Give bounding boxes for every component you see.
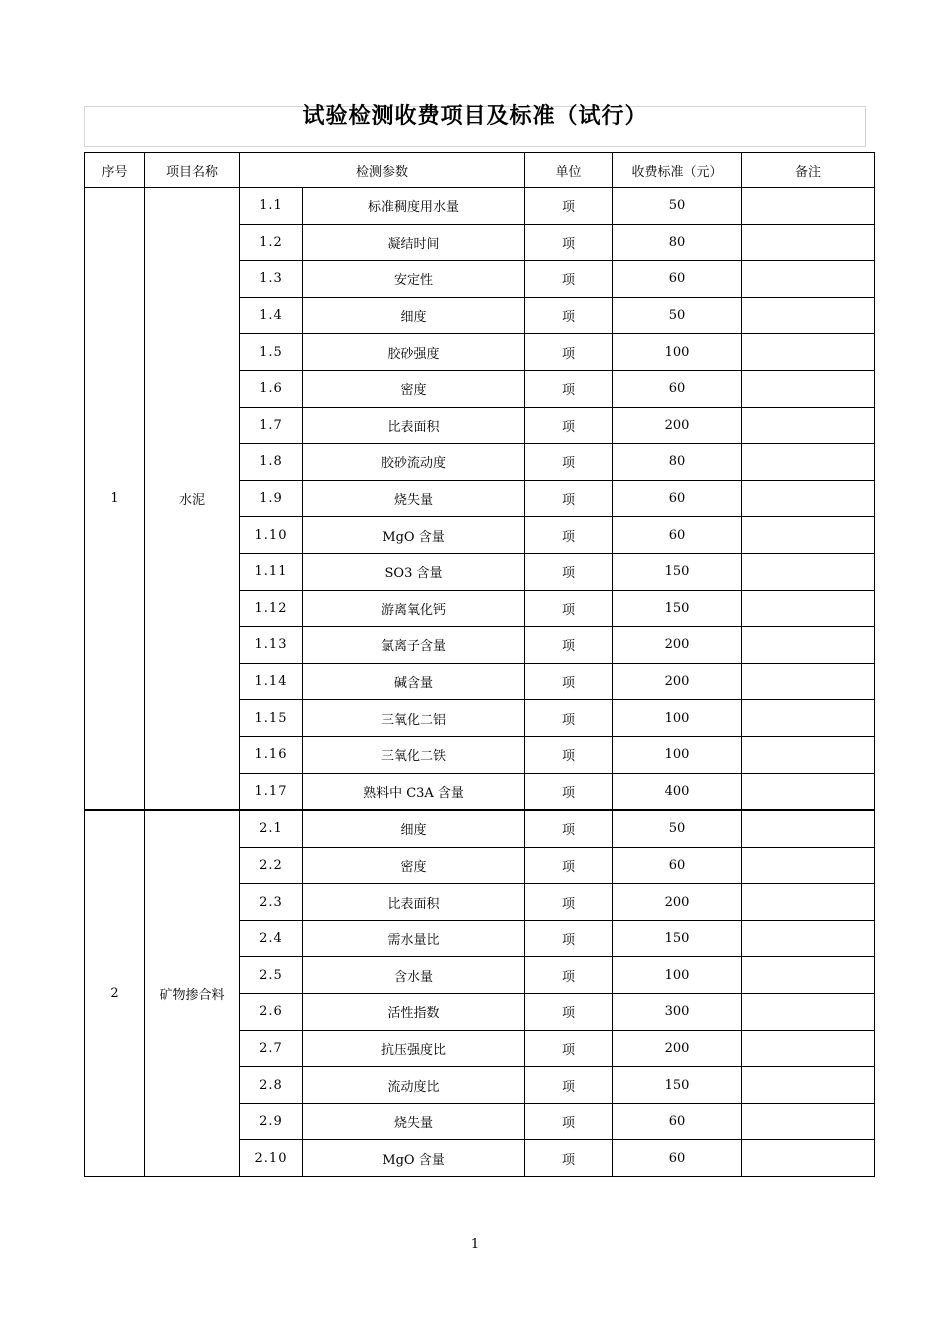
unit-cell: 项 [525, 188, 613, 225]
param-name: 游离氧化钙 [303, 590, 525, 627]
note-cell [742, 590, 875, 627]
param-code: 2.6 [240, 994, 303, 1031]
unit-cell: 项 [525, 773, 613, 810]
fee-cell: 150 [613, 920, 742, 957]
param-code: 2.4 [240, 920, 303, 957]
param-code: 1.5 [240, 334, 303, 371]
note-cell [742, 517, 875, 554]
unit-cell: 项 [525, 847, 613, 884]
table-row [85, 810, 875, 847]
param-name: 活性指数 [303, 994, 525, 1031]
param-code: 2.9 [240, 1103, 303, 1140]
note-cell [742, 847, 875, 884]
fee-cell: 60 [613, 261, 742, 298]
header-row [85, 153, 875, 188]
fee-cell: 50 [613, 188, 742, 225]
param-name: 比表面积 [303, 884, 525, 921]
unit-cell: 项 [525, 224, 613, 261]
note-cell [742, 994, 875, 1031]
param-name: 熟料中 C3A 含量 [303, 773, 525, 810]
note-cell [742, 1103, 875, 1140]
param-code: 1.4 [240, 297, 303, 334]
param-code: 1.8 [240, 444, 303, 481]
fee-cell: 50 [613, 297, 742, 334]
unit-cell: 项 [525, 480, 613, 517]
fee-cell: 150 [613, 553, 742, 590]
group-name: 矿物掺合料 [145, 810, 240, 1176]
fee-cell: 200 [613, 407, 742, 444]
unit-cell: 项 [525, 370, 613, 407]
note-cell [742, 736, 875, 773]
group-name: 水泥 [145, 188, 240, 811]
param-name: 氯离子含量 [303, 627, 525, 664]
param-name: 含水量 [303, 957, 525, 994]
fee-cell: 100 [613, 957, 742, 994]
note-cell [742, 334, 875, 371]
param-code: 1.10 [240, 517, 303, 554]
note-cell [742, 627, 875, 664]
param-name: 细度 [303, 297, 525, 334]
fee-cell: 200 [613, 884, 742, 921]
fee-cell: 80 [613, 224, 742, 261]
unit-cell: 项 [525, 994, 613, 1031]
param-name: 三氧化二铝 [303, 700, 525, 737]
header-unit: 单位 [525, 153, 613, 188]
fee-cell: 100 [613, 334, 742, 371]
fee-cell: 60 [613, 1103, 742, 1140]
unit-cell: 项 [525, 261, 613, 298]
param-name: 密度 [303, 370, 525, 407]
param-name: 凝结时间 [303, 224, 525, 261]
unit-cell: 项 [525, 663, 613, 700]
header-note: 备注 [742, 153, 875, 188]
unit-cell: 项 [525, 407, 613, 444]
param-code: 1.16 [240, 736, 303, 773]
param-code: 1.7 [240, 407, 303, 444]
note-cell [742, 297, 875, 334]
unit-cell: 项 [525, 297, 613, 334]
note-cell [742, 663, 875, 700]
note-cell [742, 370, 875, 407]
fee-cell: 200 [613, 627, 742, 664]
param-name: 密度 [303, 847, 525, 884]
table-body [85, 188, 875, 1177]
unit-cell: 项 [525, 957, 613, 994]
unit-cell: 项 [525, 1103, 613, 1140]
param-code: 2.8 [240, 1067, 303, 1104]
param-name: 流动度比 [303, 1067, 525, 1104]
fee-cell: 100 [613, 700, 742, 737]
param-name: 标准稠度用水量 [303, 188, 525, 225]
param-code: 1.6 [240, 370, 303, 407]
fee-cell: 50 [613, 810, 742, 847]
param-name: 胶砂流动度 [303, 444, 525, 481]
unit-cell: 项 [525, 884, 613, 921]
param-code: 1.3 [240, 261, 303, 298]
param-name: 烧失量 [303, 1103, 525, 1140]
page-title: 试验检测收费项目及标准（试行） [302, 104, 648, 129]
note-cell [742, 1067, 875, 1104]
unit-cell: 项 [525, 517, 613, 554]
param-name: SO3 含量 [303, 553, 525, 590]
unit-cell: 项 [525, 590, 613, 627]
header-fee: 收费标准（元） [613, 153, 742, 188]
header-name: 项目名称 [145, 153, 240, 188]
header-param: 检测参数 [240, 153, 525, 188]
fee-cell: 60 [613, 517, 742, 554]
note-cell [742, 188, 875, 225]
param-name: MgO 含量 [303, 1140, 525, 1177]
note-cell [742, 553, 875, 590]
fee-cell: 60 [613, 370, 742, 407]
fee-cell: 150 [613, 1067, 742, 1104]
fee-cell: 80 [613, 444, 742, 481]
param-name: 碱含量 [303, 663, 525, 700]
note-cell [742, 920, 875, 957]
param-code: 2.2 [240, 847, 303, 884]
unit-cell: 项 [525, 1140, 613, 1177]
param-name: 胶砂强度 [303, 334, 525, 371]
fee-cell: 300 [613, 994, 742, 1031]
unit-cell: 项 [525, 810, 613, 847]
table-row [85, 188, 875, 225]
page-number: 1 [470, 1237, 480, 1252]
fee-cell: 60 [613, 1140, 742, 1177]
note-cell [742, 480, 875, 517]
fee-cell: 200 [613, 663, 742, 700]
param-name: 安定性 [303, 261, 525, 298]
note-cell [742, 261, 875, 298]
param-code: 1.11 [240, 553, 303, 590]
note-cell [742, 884, 875, 921]
param-code: 1.9 [240, 480, 303, 517]
note-cell [742, 700, 875, 737]
group-seq: 1 [85, 188, 145, 811]
param-code: 2.1 [240, 810, 303, 847]
fee-cell: 200 [613, 1030, 742, 1067]
param-name: 需水量比 [303, 920, 525, 957]
param-code: 1.12 [240, 590, 303, 627]
param-code: 1.1 [240, 188, 303, 225]
param-name: 抗压强度比 [303, 1030, 525, 1067]
param-code: 2.3 [240, 884, 303, 921]
unit-cell: 项 [525, 1067, 613, 1104]
note-cell [742, 957, 875, 994]
param-code: 1.17 [240, 773, 303, 810]
note-cell [742, 810, 875, 847]
unit-cell: 项 [525, 334, 613, 371]
fee-cell: 400 [613, 773, 742, 810]
unit-cell: 项 [525, 444, 613, 481]
param-name: MgO 含量 [303, 517, 525, 554]
note-cell [742, 1030, 875, 1067]
header-seq: 序号 [85, 153, 145, 188]
param-code: 2.5 [240, 957, 303, 994]
param-name: 细度 [303, 810, 525, 847]
fee-table [84, 152, 875, 1177]
unit-cell: 项 [525, 627, 613, 664]
param-code: 1.13 [240, 627, 303, 664]
param-name: 烧失量 [303, 480, 525, 517]
param-name: 三氧化二铁 [303, 736, 525, 773]
note-cell [742, 224, 875, 261]
note-cell [742, 1140, 875, 1177]
unit-cell: 项 [525, 700, 613, 737]
param-code: 2.10 [240, 1140, 303, 1177]
unit-cell: 项 [525, 553, 613, 590]
unit-cell: 项 [525, 1030, 613, 1067]
fee-cell: 60 [613, 847, 742, 884]
param-code: 1.2 [240, 224, 303, 261]
unit-cell: 项 [525, 736, 613, 773]
param-code: 1.15 [240, 700, 303, 737]
fee-cell: 150 [613, 590, 742, 627]
param-code: 1.14 [240, 663, 303, 700]
fee-cell: 100 [613, 736, 742, 773]
note-cell [742, 773, 875, 810]
note-cell [742, 407, 875, 444]
fee-cell: 60 [613, 480, 742, 517]
note-cell [742, 444, 875, 481]
unit-cell: 项 [525, 920, 613, 957]
param-code: 2.7 [240, 1030, 303, 1067]
param-name: 比表面积 [303, 407, 525, 444]
group-seq: 2 [85, 810, 145, 1176]
